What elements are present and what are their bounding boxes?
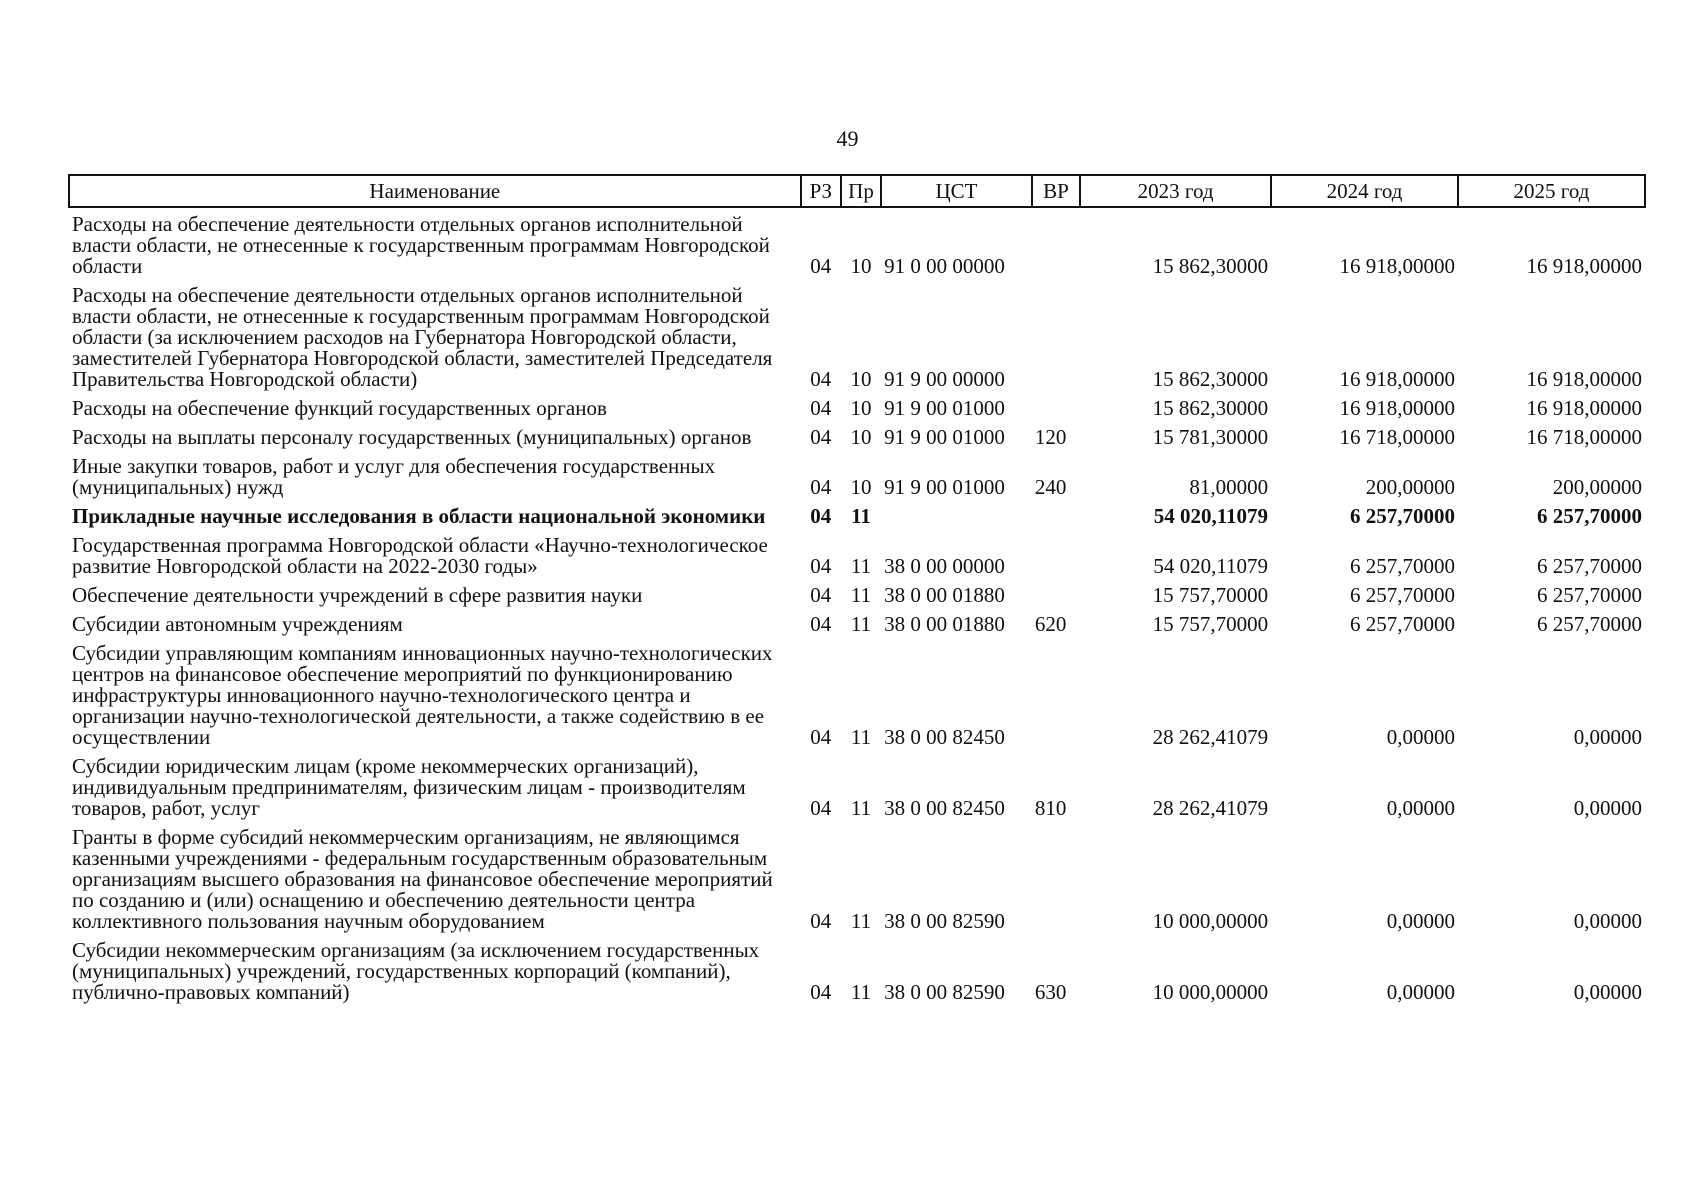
cell-2025: 200,00000: [1552, 475, 1642, 499]
cell-2024: 16 718,00000: [1339, 425, 1455, 449]
cell-rz: 04: [810, 425, 832, 449]
cell-cst: 91 0 00 00000: [884, 254, 1005, 278]
cell-2023: 54 020,11079: [1153, 554, 1269, 578]
cell-rz: 04: [810, 725, 832, 749]
cell-pr: 11: [851, 504, 871, 528]
cell-cst: 38 0 00 82450: [884, 725, 1005, 749]
cell-vr: [1032, 531, 1080, 581]
cell-vr: 620: [1034, 612, 1067, 636]
cell-pr: 10: [850, 396, 872, 420]
cell-2024: 200,00000: [1365, 475, 1455, 499]
cell-2024: 0,00000: [1386, 980, 1455, 1004]
cell-pr: 11: [850, 796, 872, 820]
cell-2023: 28 262,41079: [1152, 725, 1269, 749]
cell-vr: [1032, 502, 1080, 531]
cell-2023: 28 262,41079: [1152, 796, 1269, 820]
cell-vr: [1032, 281, 1080, 394]
cell-2025: 6 257,70000: [1537, 504, 1642, 528]
header-row: [69, 175, 1645, 207]
cell-2024: 6 257,70000: [1350, 612, 1455, 636]
cell-vr: 120: [1034, 425, 1067, 449]
page-number: 49: [836, 126, 859, 151]
table-row: [69, 531, 1645, 581]
cell-cst: [881, 502, 1032, 531]
cell-name: Субсидии некоммерческим организациям (за исключением государственных (муниципальных) учреждений, государственных корпораций (компаний), публично-правовых компаний): [72, 938, 760, 1004]
table-row: [69, 207, 1645, 281]
cell-2025: 6 257,70000: [1537, 583, 1642, 607]
cell-cst: 38 0 00 00000: [884, 554, 1005, 578]
cell-name: Субсидии автономным учреждениям: [72, 612, 403, 636]
cell-2023: 15 757,70000: [1152, 583, 1269, 607]
cell-cst: 38 0 00 01880: [884, 612, 1005, 636]
cell-name: Иные закупки товаров, работ и услуг для обеспечения государственных (муниципальных) нужд: [72, 454, 716, 499]
table-row: [69, 281, 1645, 394]
cell-2023: 54 020,11079: [1153, 504, 1269, 528]
header-2025: 2025 год: [1458, 175, 1645, 207]
cell-2024: 6 257,70000: [1350, 504, 1455, 528]
header-name: Наименование: [69, 175, 801, 207]
table-row: [69, 610, 1645, 639]
cell-2024: 16 918,00000: [1339, 396, 1455, 420]
table-header: [69, 175, 1645, 207]
cell-name: Расходы на обеспечение деятельности отдельных органов исполнительной власти области, не отнесенные к государственным программам Новгородской области (за исключением расходов на Губернатора Новгородской области, заместителей Губернатора Новгородской области, заместителей Председателя Правительства Новгородской области): [72, 283, 773, 391]
table-row: [69, 581, 1645, 610]
cell-pr: 10: [850, 367, 872, 391]
cell-2023: 15 862,30000: [1152, 367, 1269, 391]
cell-2025: 16 918,00000: [1526, 396, 1642, 420]
header-vr: ВР: [1032, 175, 1080, 207]
cell-2025: 16 918,00000: [1526, 254, 1642, 278]
cell-2025: 0,00000: [1573, 909, 1642, 933]
table-row: [69, 752, 1645, 823]
cell-cst: 91 9 00 01000: [884, 475, 1005, 499]
cell-rz: 04: [810, 254, 832, 278]
table-row: [69, 502, 1645, 531]
cell-name: Гранты в форме субсидий некоммерческим организациям, не являющимся казенными учреждениями - федеральным государственным образовательным организациям высшего образования на финансовое обеспечение мероприятий по созданию и (или) оснащению и обеспечению деятельности центра коллективного пользования научным оборудованием: [72, 825, 773, 933]
cell-rz: 04: [810, 909, 832, 933]
cell-2023: 15 862,30000: [1152, 254, 1269, 278]
cell-vr: [1032, 394, 1080, 423]
cell-vr: [1032, 639, 1080, 752]
cell-name: Субсидии управляющим компаниям инновационных научно-технологических центров на финансовое обеспечение мероприятий по функционированию инфраструктуры инновационного научно-технологического центра и организации научно-технологической деятельности, а также содействию в ее осуществлении: [72, 641, 773, 749]
table-row: [69, 639, 1645, 752]
cell-pr: 11: [850, 554, 872, 578]
cell-cst: 38 0 00 82590: [884, 909, 1005, 933]
cell-rz: 04: [810, 612, 832, 636]
cell-rz: 04: [810, 554, 832, 578]
cell-2025: 16 718,00000: [1526, 425, 1642, 449]
cell-name: Расходы на обеспечение деятельности отдельных органов исполнительной власти области, не отнесенные к государственным программам Новгородской области: [72, 212, 770, 278]
cell-name: Государственная программа Новгородской области «Научно-технологическое развитие Новгородской области на 2022-2030 годы»: [72, 533, 768, 578]
table-row: [69, 423, 1645, 452]
cell-pr: 10: [850, 425, 872, 449]
cell-vr: [1032, 581, 1080, 610]
cell-2024: 0,00000: [1386, 725, 1455, 749]
cell-2023: 15 757,70000: [1152, 612, 1269, 636]
budget-table: [68, 174, 1646, 1007]
cell-2025: 0,00000: [1573, 796, 1642, 820]
cell-vr: 810: [1034, 796, 1067, 820]
cell-2025: 6 257,70000: [1537, 554, 1642, 578]
cell-2023: 15 781,30000: [1152, 425, 1269, 449]
cell-name: Прикладные научные исследования в области национальной экономики: [72, 504, 766, 528]
cell-2024: 16 918,00000: [1339, 367, 1455, 391]
header-rz: РЗ: [801, 175, 841, 207]
cell-pr: 11: [850, 612, 872, 636]
cell-rz: 04: [810, 475, 832, 499]
cell-2025: 6 257,70000: [1537, 612, 1642, 636]
cell-vr: [1032, 823, 1080, 936]
cell-pr: 10: [850, 254, 872, 278]
cell-cst: 91 9 00 00000: [884, 367, 1005, 391]
table-row: [69, 394, 1645, 423]
cell-pr: 11: [850, 583, 872, 607]
cell-name: Субсидии юридическим лицам (кроме некоммерческих организаций), индивидуальным предпринимателям, физическим лицам - производителям товаров, работ, услуг: [72, 754, 746, 820]
cell-pr: 10: [850, 475, 872, 499]
cell-2024: 0,00000: [1386, 909, 1455, 933]
cell-2023: 10 000,00000: [1152, 909, 1269, 933]
cell-2025: 16 918,00000: [1526, 367, 1642, 391]
header-2024: 2024 год: [1271, 175, 1458, 207]
cell-pr: 11: [850, 909, 872, 933]
cell-rz: 04: [810, 396, 832, 420]
cell-pr: 11: [850, 980, 872, 1004]
cell-vr: 240: [1034, 475, 1067, 499]
cell-name: Обеспечение деятельности учреждений в сфере развития науки: [72, 583, 643, 607]
cell-2023: 10 000,00000: [1152, 980, 1269, 1004]
cell-2025: 0,00000: [1573, 980, 1642, 1004]
cell-2023: 81,00000: [1189, 475, 1269, 499]
table-row: [69, 452, 1645, 502]
cell-rz: 04: [810, 367, 832, 391]
table-row: [69, 936, 1645, 1007]
cell-rz: 04: [810, 796, 832, 820]
cell-2023: 15 862,30000: [1152, 396, 1269, 420]
header-cst: ЦСТ: [881, 175, 1032, 207]
table-row: [69, 823, 1645, 936]
cell-name: Расходы на обеспечение функций государственных органов: [72, 396, 607, 420]
cell-cst: 91 9 00 01000: [884, 396, 1005, 420]
table-body: [69, 207, 1645, 1007]
header-2023: 2023 год: [1080, 175, 1271, 207]
cell-2024: 16 918,00000: [1339, 254, 1455, 278]
cell-2025: 0,00000: [1573, 725, 1642, 749]
cell-2024: 6 257,70000: [1350, 583, 1455, 607]
cell-rz: 04: [810, 504, 832, 528]
cell-pr: 11: [850, 725, 872, 749]
cell-2024: 6 257,70000: [1350, 554, 1455, 578]
cell-cst: 38 0 00 82450: [884, 796, 1005, 820]
cell-cst: 91 9 00 01000: [884, 425, 1005, 449]
cell-vr: [1032, 207, 1080, 281]
cell-cst: 38 0 00 82590: [884, 980, 1005, 1004]
cell-rz: 04: [810, 980, 832, 1004]
cell-rz: 04: [810, 583, 832, 607]
cell-name: Расходы на выплаты персоналу государственных (муниципальных) органов: [72, 425, 752, 449]
cell-cst: 38 0 00 01880: [884, 583, 1005, 607]
header-pr: Пр: [841, 175, 881, 207]
cell-2024: 0,00000: [1386, 796, 1455, 820]
cell-vr: 630: [1034, 980, 1067, 1004]
